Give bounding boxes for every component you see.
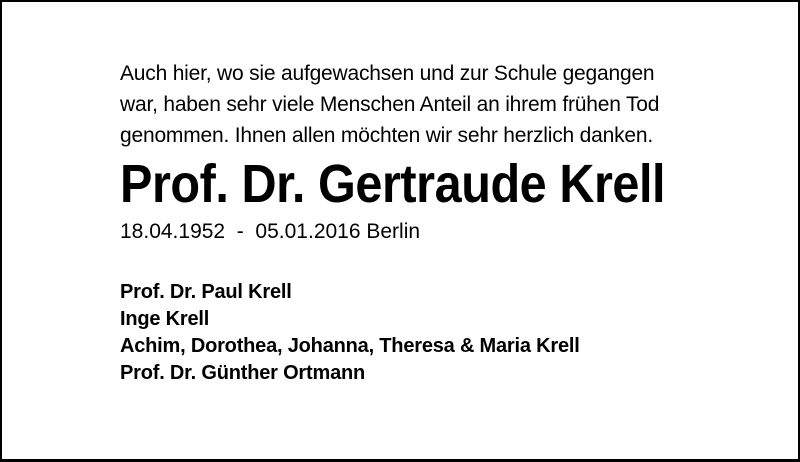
mourners-list	[120, 279, 758, 387]
thanks-line: war, haben sehr viele Menschen Anteil an ihrem frühen Tod	[120, 93, 660, 116]
mourner-name: Prof. Dr. Paul Krell	[120, 281, 292, 303]
obituary-content	[2, 58, 798, 387]
mourner-name: Prof. Dr. Günther Ortmann	[120, 362, 366, 384]
thanks-paragraph	[120, 58, 758, 151]
mourner-name: Inge Krell	[120, 308, 210, 330]
mourner-name: Achim, Dorothea, Johanna, Theresa & Maria Krell	[120, 335, 580, 357]
birth-death-dates: 18.04.1952 - 05.01.2016 Berlin	[120, 220, 421, 243]
thanks-line: Auch hier, wo sie aufgewachsen und zur Schule gegangen	[120, 62, 655, 85]
thanks-line: genommen. Ihnen allen möchten wir sehr herzlich danken.	[120, 124, 653, 147]
deceased-name: Prof. Dr. Gertraude Krell	[120, 154, 666, 214]
